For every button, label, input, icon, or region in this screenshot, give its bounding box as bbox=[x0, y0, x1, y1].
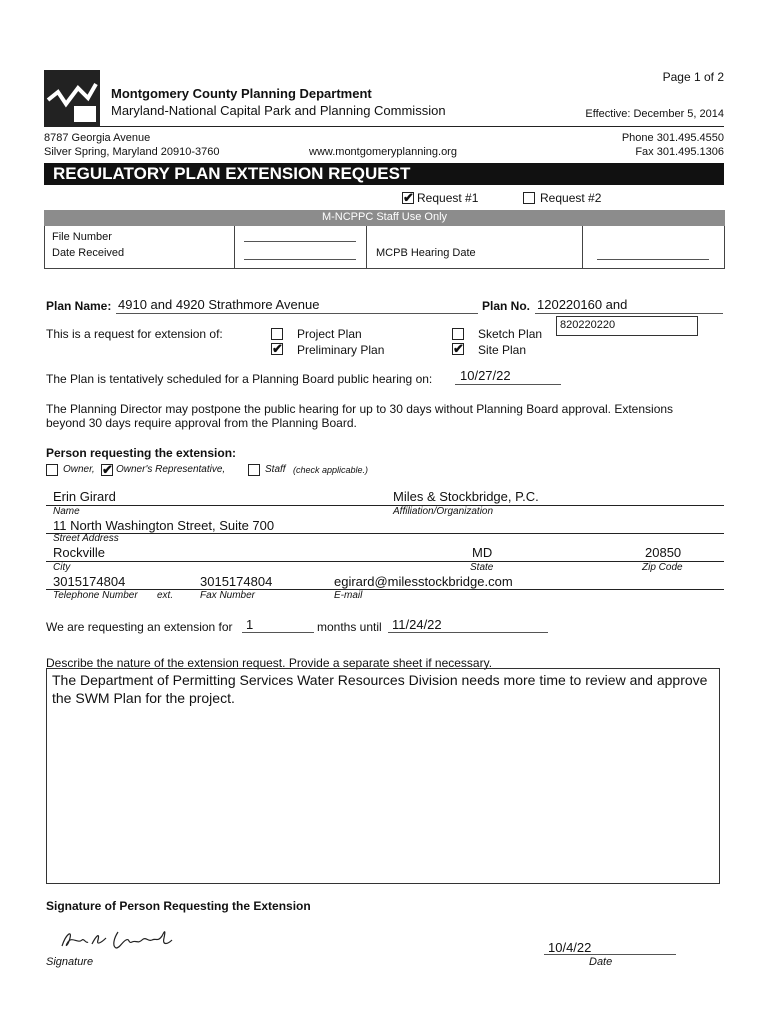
email-value[interactable]: egirard@milesstockbridge.com bbox=[334, 574, 513, 589]
file-number-field[interactable] bbox=[244, 241, 356, 242]
staff-use-banner bbox=[44, 210, 725, 226]
fax: Fax 301.495.1306 bbox=[635, 146, 724, 158]
affiliation-label: Affiliation/Organization bbox=[393, 506, 494, 517]
city-value[interactable]: Rockville bbox=[53, 545, 106, 560]
effective-date: Effective: December 5, 2014 bbox=[585, 108, 724, 120]
plan-name-underline bbox=[116, 313, 478, 314]
street-value[interactable]: 11 North Washington Street, Suite 700 bbox=[53, 518, 275, 533]
sketch-plan-label: Sketch Plan bbox=[478, 327, 543, 341]
header-divider bbox=[44, 126, 724, 127]
staff-label: Staff bbox=[265, 464, 286, 475]
months-value[interactable]: 1 bbox=[246, 617, 254, 632]
staff-checkbox[interactable] bbox=[248, 464, 260, 476]
phone: Phone 301.495.4550 bbox=[621, 132, 724, 144]
name-label: Name bbox=[53, 506, 80, 517]
hearing-label: The Plan is tentatively scheduled for a Planning Board public hearing on: bbox=[46, 372, 433, 386]
owner-label: Owner, bbox=[63, 464, 95, 475]
request-for-label: This is a request for extension of: bbox=[46, 327, 223, 341]
preliminary-plan-checkbox[interactable]: ✔ bbox=[272, 341, 283, 356]
describe-label: Describe the nature of the extension request. Provide a separate sheet if necessary. bbox=[46, 656, 493, 670]
signature-heading: Signature of Person Requesting the Extension bbox=[46, 899, 311, 913]
commission-name: Maryland-National Capital Park and Planning Commission bbox=[111, 103, 446, 118]
extension-label-2: months until bbox=[317, 620, 382, 634]
description-box[interactable] bbox=[46, 668, 720, 884]
zip-value[interactable]: 20850 bbox=[645, 545, 682, 560]
street-row-line bbox=[46, 533, 724, 534]
plan-name-label: Plan Name: bbox=[46, 299, 112, 313]
file-number-label: File Number bbox=[52, 231, 112, 243]
email-label: E-mail bbox=[334, 590, 363, 601]
date-received-field[interactable] bbox=[244, 259, 356, 260]
owner-rep-checkbox[interactable]: ✔ bbox=[102, 462, 113, 477]
ext-label: ext. bbox=[157, 590, 174, 601]
city-label: City bbox=[53, 562, 71, 573]
phone-label: Telephone Number bbox=[53, 590, 138, 601]
page-number: Page 1 of 2 bbox=[662, 70, 724, 84]
postpone-text-2: beyond 30 days require approval from the Planning Board. bbox=[46, 416, 357, 430]
fax-value[interactable]: 3015174804 bbox=[200, 574, 273, 589]
postpone-text-1: The Planning Director may postpone the public hearing for up to 30 days without Planning Board approval. Extensions bbox=[46, 402, 674, 416]
name-row-line bbox=[46, 505, 724, 506]
mcpb-hearing-field[interactable] bbox=[597, 259, 709, 260]
months-underline bbox=[242, 632, 314, 633]
name-value[interactable]: Erin Girard bbox=[53, 489, 116, 504]
fax-label: Fax Number bbox=[200, 590, 256, 601]
check-applicable-note: (check applicable.) bbox=[293, 465, 369, 475]
street-label: Street Address bbox=[53, 533, 119, 544]
request-2-label: Request #2 bbox=[540, 191, 602, 205]
staff-divider-3 bbox=[582, 226, 583, 268]
address-line-2: Silver Spring, Maryland 20910-3760 bbox=[44, 146, 220, 158]
plan-no-value[interactable]: 120220160 and bbox=[537, 297, 628, 312]
until-underline bbox=[388, 632, 548, 633]
plan-no-label: Plan No. bbox=[482, 299, 531, 313]
hearing-date-underline bbox=[455, 384, 561, 385]
handwritten-signature bbox=[58, 924, 178, 954]
title-bar bbox=[44, 163, 724, 185]
signature-date-underline bbox=[544, 954, 676, 955]
request-1-label: Request #1 bbox=[417, 191, 479, 205]
plan-no-continuation-box[interactable] bbox=[556, 316, 698, 336]
owner-rep-label: Owner's Representative, bbox=[116, 464, 226, 475]
project-plan-checkbox[interactable] bbox=[271, 328, 283, 340]
affiliation-value[interactable]: Miles & Stockbridge, P.C. bbox=[393, 489, 539, 504]
website: www.montgomeryplanning.org bbox=[309, 146, 457, 158]
state-label: State bbox=[470, 562, 494, 573]
mcpb-hearing-label: MCPB Hearing Date bbox=[376, 247, 476, 259]
until-value[interactable]: 11/24/22 bbox=[392, 617, 442, 632]
staff-divider-2 bbox=[366, 226, 367, 268]
site-plan-label: Site Plan bbox=[478, 343, 527, 357]
city-row-line bbox=[46, 561, 724, 562]
hearing-date-value[interactable]: 10/27/22 bbox=[460, 368, 511, 383]
address-line-1: 8787 Georgia Avenue bbox=[44, 132, 151, 144]
phone-value[interactable]: 3015174804 bbox=[53, 574, 126, 589]
staff-divider-1 bbox=[234, 226, 235, 268]
form-title: REGULATORY PLAN EXTENSION REQUEST bbox=[53, 164, 411, 183]
request-1-checkbox[interactable]: ✔ bbox=[403, 190, 414, 205]
state-value[interactable]: MD bbox=[472, 545, 493, 560]
site-plan-checkbox[interactable]: ✔ bbox=[453, 341, 464, 356]
planning-department-logo bbox=[44, 70, 100, 126]
extension-label-1: We are requesting an extension for bbox=[46, 620, 233, 634]
request-2-checkbox[interactable] bbox=[523, 192, 535, 204]
sketch-plan-checkbox[interactable] bbox=[452, 328, 464, 340]
preliminary-plan-label: Preliminary Plan bbox=[297, 343, 385, 357]
project-plan-label: Project Plan bbox=[297, 327, 362, 341]
signature-label: Signature bbox=[46, 956, 94, 968]
person-heading: Person requesting the extension: bbox=[46, 446, 237, 460]
plan-name-value[interactable]: 4910 and 4920 Strathmore Avenue bbox=[118, 297, 320, 312]
staff-use-text: M-NCPPC Staff Use Only bbox=[321, 211, 448, 223]
zip-label: Zip Code bbox=[642, 562, 683, 573]
plan-no-value-2: 820220220 bbox=[560, 319, 616, 331]
date-label: Date bbox=[589, 956, 613, 968]
signature-date-value[interactable]: 10/4/22 bbox=[548, 940, 592, 955]
description-text: The Department of Permitting Services Water Resources Division needs more time to review and approve the SWM Plan for the project. bbox=[52, 672, 708, 706]
plan-no-underline bbox=[535, 313, 723, 314]
owner-checkbox[interactable] bbox=[46, 464, 58, 476]
department-name: Montgomery County Planning Department bbox=[111, 86, 372, 101]
phone-row-line bbox=[46, 589, 724, 590]
date-received-label: Date Received bbox=[52, 247, 125, 259]
